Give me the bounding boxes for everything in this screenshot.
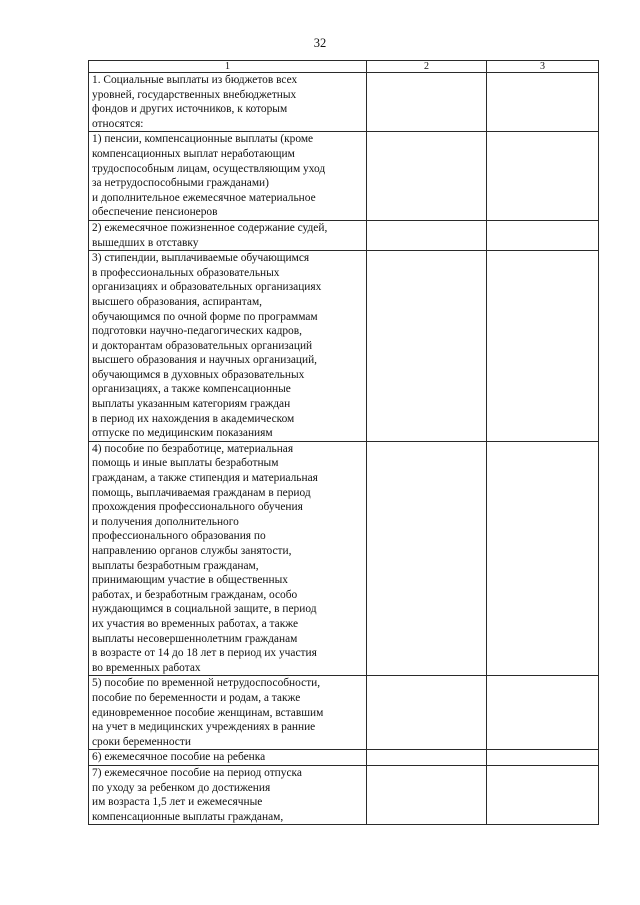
- table-header-row: [89, 61, 599, 73]
- table-row: [89, 750, 599, 766]
- table-row: [89, 441, 599, 676]
- row-8-description: 7) ежемесячное пособие на период отпуска по уходу за ребенком до достижения им возраста 1,5 лет и ежемесячные компенсационные выплаты гражданам,: [89, 765, 367, 824]
- row-4-col-3: [487, 251, 599, 442]
- document-table: [88, 60, 599, 825]
- row-8-col-2: [367, 765, 487, 824]
- row-1-col-3: [487, 73, 599, 132]
- row-2-description: 1) пенсии, компенсационные выплаты (кроме компенсационных выплат неработающим трудоспособным лицам, осуществляющим уход за нетрудоспособными гражданами) и дополнительное ежемесячное материальное обеспечение пенсионеров: [89, 132, 367, 221]
- row-1-col-2: [367, 73, 487, 132]
- row-8-col-3: [487, 765, 599, 824]
- row-6-col-3: [487, 676, 599, 750]
- row-7-description: 6) ежемесячное пособие на ребенка: [89, 750, 367, 766]
- row-7-col-2: [367, 750, 487, 766]
- column-header-2: 2: [367, 61, 487, 73]
- row-1-description: 1. Социальные выплаты из бюджетов всех уровней, государственных внебюджетных фондов и других источников, к которым относятся:: [89, 73, 367, 132]
- table-row: [89, 132, 599, 221]
- row-2-col-3: [487, 132, 599, 221]
- row-5-col-2: [367, 441, 487, 676]
- row-5-description: 4) пособие по безработице, материальная помощь и иные выплаты безработным гражданам, а также стипендия и материальная помощь, выплачиваемая гражданам в период прохождения профессионального обучения и получения дополнительного профессионального образования по направлению органов службы занятости, выплаты безработным гражданам, принимающим участие в общественных работах, и безработным гражданам, особо нуждающимся в социальной защите, в период их участия во временных работах, а также выплаты несовершеннолетним гражданам в возрасте от 14 до 18 лет в период их участия во временных работах: [89, 441, 367, 676]
- column-header-3: 3: [487, 61, 599, 73]
- table-row: [89, 73, 599, 132]
- row-4-col-2: [367, 251, 487, 442]
- table-row: [89, 765, 599, 824]
- row-6-description: 5) пособие по временной нетрудоспособности, пособие по беременности и родам, а также единовременное пособие женщинам, вставшим на учет в медицинских учреждениях в ранние сроки беременности: [89, 676, 367, 750]
- table-row: [89, 676, 599, 750]
- row-6-col-2: [367, 676, 487, 750]
- table-row: [89, 220, 599, 250]
- table-row: [89, 251, 599, 442]
- row-4-description: 3) стипендии, выплачиваемые обучающимся в профессиональных образовательных организациях и образовательных организациях высшего образования, аспирантам, обучающимся по очной форме по программам подготовки научно-педагогических кадров, и докторантам образовательных организаций высшего образования и научных организаций, обучающимся в духовных образовательных организациях, а также компенсационные выплаты указанным категориям граждан в период их нахождения в академическом отпуске по медицинским показаниям: [89, 251, 367, 442]
- row-5-col-3: [487, 441, 599, 676]
- row-7-col-3: [487, 750, 599, 766]
- column-header-1: 1: [89, 61, 367, 73]
- row-3-description: 2) ежемесячное пожизненное содержание судей, вышедших в отставку: [89, 220, 367, 250]
- row-3-col-2: [367, 220, 487, 250]
- row-2-col-2: [367, 132, 487, 221]
- page-number: 32: [313, 36, 327, 50]
- row-3-col-3: [487, 220, 599, 250]
